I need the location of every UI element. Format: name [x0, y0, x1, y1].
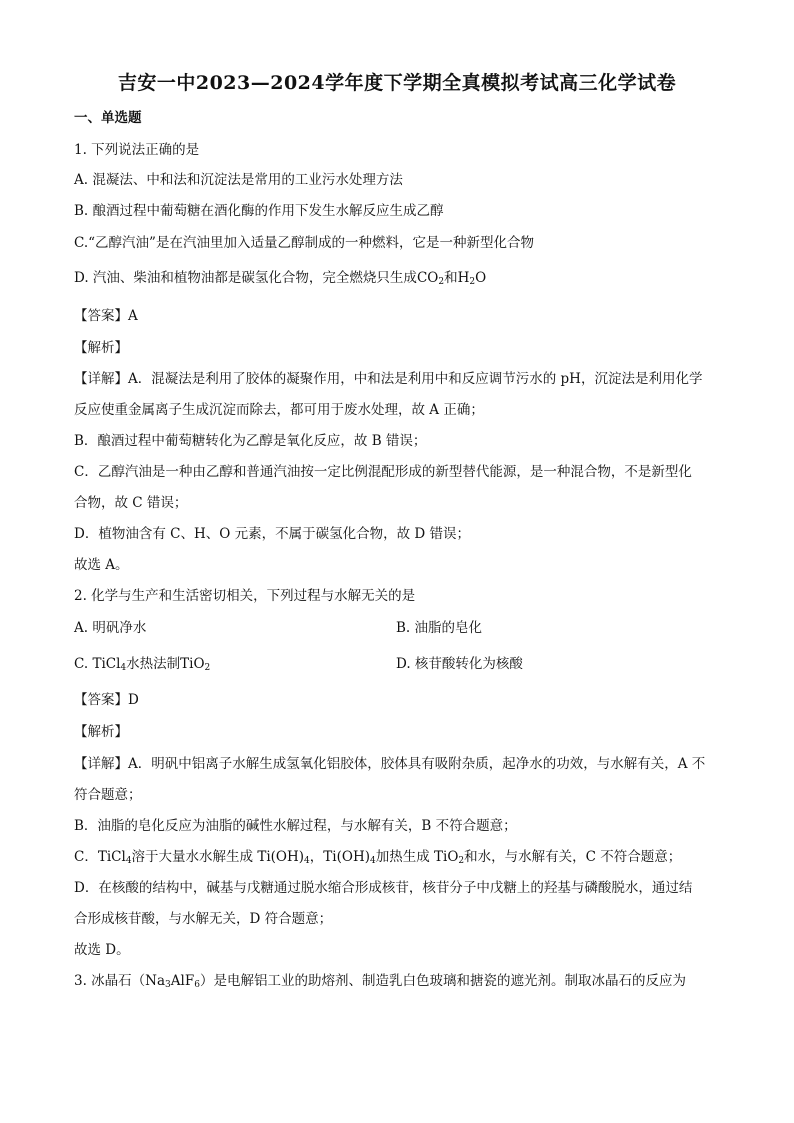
q1-detail-line-2: 反应使重金属离子生成沉淀而除去，都可用于废水处理，故 A 正确； [74, 402, 484, 418]
q2-option-b: B. 油脂的皂化 [396, 620, 483, 636]
q1-option-c: C.“乙醇汽油”是在汽油里加入适量乙醇制成的一种燃料，它是一种新型化合物 [74, 235, 534, 251]
q1-detail-line-5: 合物，故 C 错误； [74, 495, 188, 511]
q2-option-a: A. 明矾净水 [74, 620, 147, 636]
q1-option-b: B. 酿酒过程中葡萄糖在酒化酶的作用下发生水解反应生成乙醇 [74, 203, 444, 219]
q2-detail-line-5: D．在核酸的结构中，碱基与戊糖通过脱水缩合形成核苷，核苷分子中戊糖上的羟基与磷酸脱水，通过结 [74, 880, 693, 896]
q2-detail-line-2: 符合题意； [74, 787, 142, 803]
q2-option-c: C. TiCl$_4$水热法制TiO$_2$ [74, 656, 211, 673]
formula-co2: $CO_2$ [416, 270, 445, 287]
q1-detail-line-6: D．植物油含有 C、H、O 元素，不属于碳氢化合物，故 D 错误； [74, 526, 470, 542]
q2-detail-line-4: C．TiCl$_4$溶于大量水水解生成 $Ti(OH)_4$，$Ti(OH)_4$加热生成 TiO$_2$和水，与水解有关，C 不符合题意； [74, 849, 682, 866]
exam-title: 吉安一中2023—2024学年度下学期全真模拟考试高三化学试卷 [117, 72, 677, 94]
q1-detail-line-1: 【详解】A．混凝法是利用了胶体的凝聚作用，中和法是利用中和反应调节污水的 pH，沉淀法是利用化学 [74, 371, 703, 387]
q2-detail-line-1: 【详解】A．明矾中铝离子水解生成氢氧化铝胶体，胶体具有吸附杂质，起净水的功效，与水解有关，A 不 [74, 756, 706, 772]
q1-detail-line-4: C．乙醇汽油是一种由乙醇和普通汽油按一定比例混配形成的新型替代能源，是一种混合物，不是新型化 [74, 464, 692, 480]
q2-detail-line-6: 合形成核苷酸，与水解无关，D 符合题意； [74, 911, 333, 927]
q1-analysis-label: 【解析】 [74, 340, 128, 356]
q1-answer: 【答案】A [74, 308, 138, 324]
formula-ticl4: TiCl$_4$ [92, 656, 127, 673]
q1-option-a: A. 混凝法、中和法和沉淀法是常用的工业污水处理方法 [74, 172, 403, 188]
q1-option-d: D. 汽油、柴油和植物油都是碳氢化合物，完全燃烧只生成$CO_2$和$H_2O$ [74, 270, 487, 287]
formula-tio2: TiO$_2$ [180, 656, 211, 673]
q2-option-d: D. 核苷酸转化为核酸 [396, 656, 523, 672]
q3-stem: 3. 冰晶石$(Na_3AlF_6)$是电解铝工业的助熔剂、制造乳白色玻璃和搪瓷的遮光剂。制取冰晶石的反应为 [74, 973, 686, 990]
section-heading: 一、单选题 [74, 110, 142, 126]
q2-detail-line-3: B．油脂的皂化反应为油脂的碱性水解过程，与水解有关，B 不符合题意； [74, 818, 517, 834]
q1-stem: 1. 下列说法正确的是 [74, 142, 200, 158]
q2-analysis-label: 【解析】 [74, 724, 128, 740]
q1-detail-line-3: B．酿酒过程中葡萄糖转化为乙醇是氧化反应，故 B 错误； [74, 433, 427, 449]
q2-stem: 2. 化学与生产和生活密切相关，下列过程与水解无关的是 [74, 588, 416, 604]
q1-option-d-text: D. 汽油、柴油和植物油都是碳氢化合物，完全燃烧只生成 [74, 270, 417, 286]
q2-answer: 【答案】D [74, 692, 139, 708]
q1-conclusion: 故选 A。 [74, 557, 129, 573]
formula-h2o: $H_2O$ [457, 270, 487, 287]
q2-conclusion: 故选 D。 [74, 942, 130, 958]
